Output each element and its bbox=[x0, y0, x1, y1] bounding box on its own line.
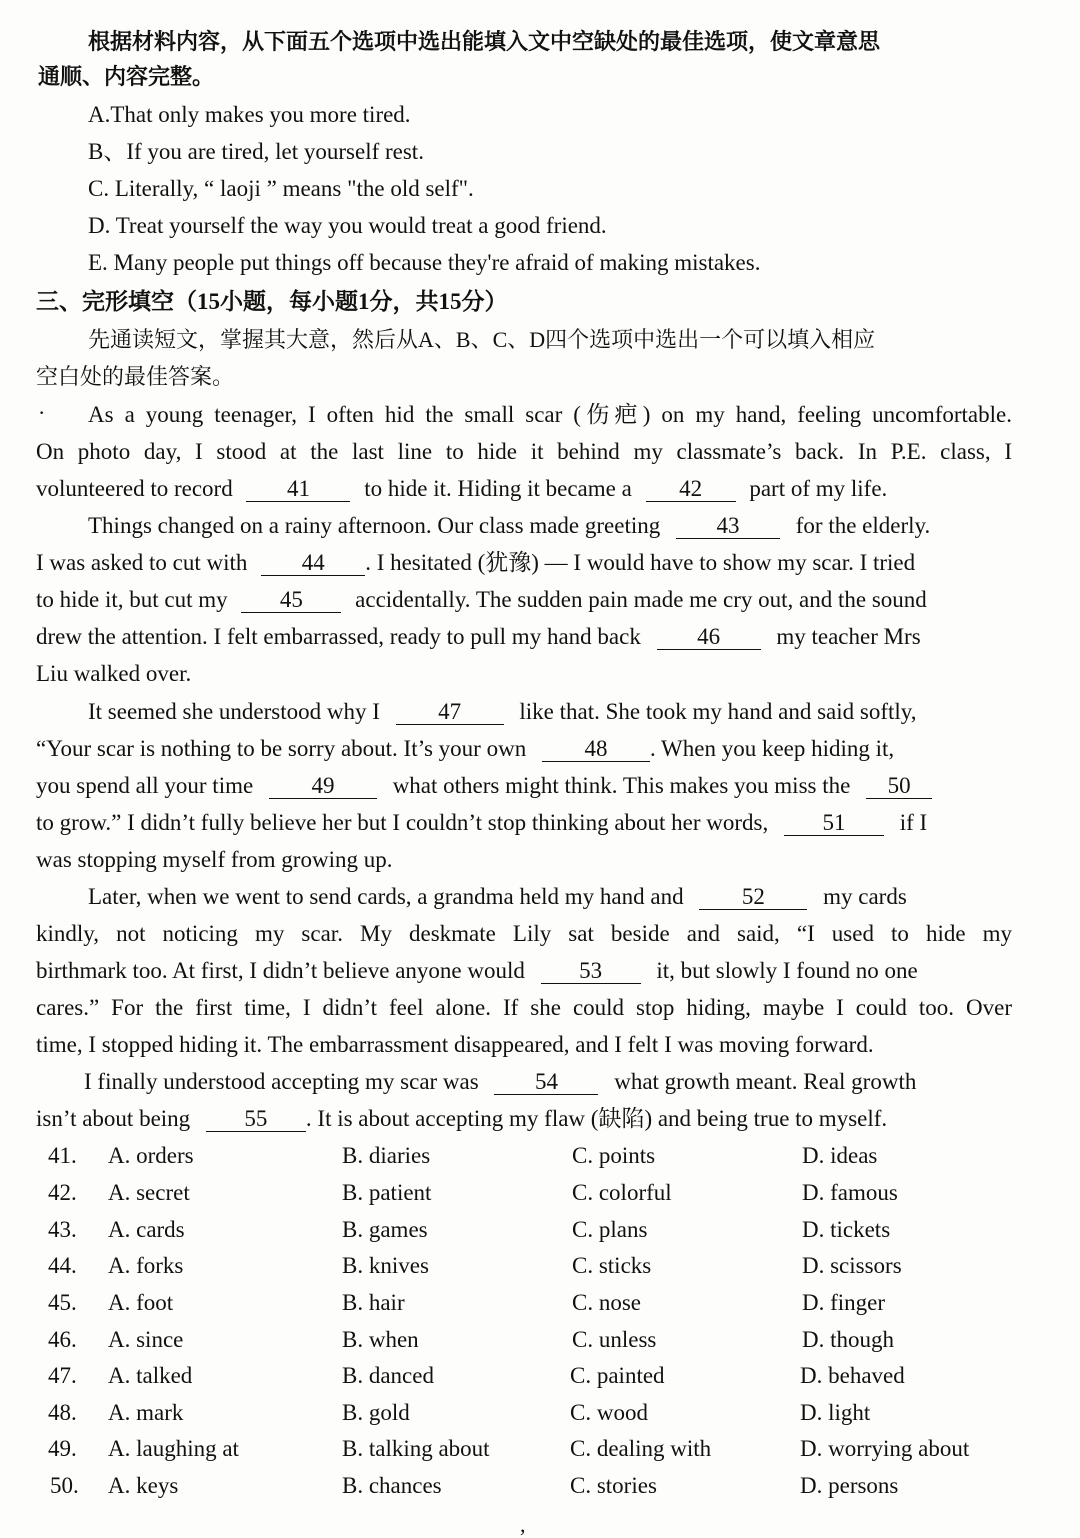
choice-a: A. keys bbox=[108, 1473, 179, 1498]
passage-line: you spend all your time 49 what others might think. This makes you miss the 50 bbox=[36, 771, 932, 801]
passage-line: birthmark too. At first, I didn’t believe anyone would 53 it, but slowly I found no one bbox=[36, 958, 918, 983]
blank-50: 50 bbox=[866, 774, 932, 799]
passage-line: kindly, not noticing my scar. My deskmate Lily sat beside and said, “I used to hide my bbox=[36, 921, 1012, 946]
passage-line: It seemed she understood why I 47 like that. She took my hand and said softly, bbox=[88, 699, 917, 724]
choice-b: B. gold bbox=[342, 1400, 410, 1425]
question-number: 44. bbox=[48, 1253, 77, 1278]
choice-d: D. scissors bbox=[802, 1253, 902, 1278]
choice-a: A. foot bbox=[108, 1290, 174, 1315]
choice-b: B. patient bbox=[342, 1180, 432, 1205]
choice-a: A. mark bbox=[108, 1400, 184, 1425]
blank-47: 47 bbox=[396, 700, 504, 725]
question-number: 50. bbox=[50, 1473, 79, 1498]
choice-d: D. tickets bbox=[802, 1217, 891, 1242]
instruction-line-2: 通顺、内容完整。 bbox=[38, 64, 215, 89]
choice-b: B. hair bbox=[342, 1290, 405, 1315]
choice-d: D. behaved bbox=[800, 1363, 905, 1388]
cloze-intro-1: 先通读短文，掌握其大意，然后从A、B、C、D四个选项中选出一个可以填入相应 bbox=[88, 327, 876, 352]
choice-a: A. cards bbox=[108, 1217, 185, 1242]
choice-a: A. forks bbox=[108, 1253, 184, 1278]
passage-line: was stopping myself from growing up. bbox=[36, 847, 393, 872]
passage-line: volunteered to record 41 to hide it. Hiding it became a 42 part of my life. bbox=[36, 476, 888, 501]
blank-45: 45 bbox=[241, 588, 341, 613]
choice-c: C. points bbox=[572, 1143, 656, 1168]
choice-d: D. famous bbox=[802, 1180, 898, 1205]
passage-line: Later, when we went to send cards, a grandma held my hand and 52 my cards bbox=[88, 884, 907, 909]
passage-line: to grow.” I didn’t fully believe her but I couldn’t stop thinking about her words, 51 if I bbox=[36, 810, 928, 835]
passage-line: Things changed on a rainy afternoon. Our class made greeting 43 for the elderly. bbox=[88, 513, 931, 538]
choice-c: C. wood bbox=[570, 1400, 648, 1425]
passage-line: On photo day, I stood at the last line to hide it behind my classmate’s back. In P.E. class, I bbox=[36, 439, 1012, 464]
choice-d: D. though bbox=[802, 1327, 894, 1352]
choice-a: A. laughing at bbox=[108, 1436, 239, 1461]
choice-a: A. orders bbox=[108, 1143, 194, 1168]
option-d: D. Treat yourself the way you would treat a good friend. bbox=[88, 213, 607, 238]
passage-line: Liu walked over. bbox=[36, 661, 192, 686]
question-number: 45. bbox=[48, 1290, 77, 1315]
choice-c: C. stories bbox=[570, 1473, 657, 1498]
question-number: 48. bbox=[48, 1400, 77, 1425]
question-number: 47. bbox=[48, 1363, 77, 1388]
question-number: 46. bbox=[48, 1327, 77, 1352]
option-a: A.That only makes you more tired. bbox=[88, 102, 411, 127]
blank-55: 55 bbox=[206, 1107, 306, 1132]
option-e: E. Many people put things off because they're afraid of making mistakes. bbox=[88, 250, 761, 275]
stray-mark: , bbox=[520, 1512, 526, 1537]
choice-c: C. painted bbox=[570, 1363, 665, 1388]
blank-51: 51 bbox=[784, 811, 884, 836]
choice-b: B. danced bbox=[342, 1363, 434, 1388]
blank-48: 48 bbox=[542, 737, 650, 762]
option-b: B、If you are tired, let yourself rest. bbox=[88, 139, 424, 164]
cloze-intro-2: 空白处的最佳答案。 bbox=[36, 364, 235, 389]
passage-line: to hide it, but cut my 45 accidentally. The sudden pain made me cry out, and the sound bbox=[36, 587, 927, 612]
choice-b: B. talking about bbox=[342, 1436, 490, 1461]
choice-d: D. light bbox=[800, 1400, 871, 1425]
passage-line: isn’t about being 55 . It is about accepting my flaw (缺陷) and being true to myself. bbox=[36, 1106, 888, 1131]
choice-b: B. when bbox=[342, 1327, 419, 1352]
blank-43: 43 bbox=[676, 514, 780, 539]
passage-line: I was asked to cut with 44 . I hesitated (犹豫) — I would have to show my scar. I tried bbox=[36, 550, 916, 575]
choice-a: A. talked bbox=[108, 1363, 193, 1388]
cloze-heading: 三、完形填空（15小题，每小题1分，共15分） bbox=[36, 289, 508, 314]
question-number: 41. bbox=[48, 1143, 77, 1168]
choice-b: B. chances bbox=[342, 1473, 442, 1498]
blank-52: 52 bbox=[699, 885, 807, 910]
choice-b: B. knives bbox=[342, 1253, 429, 1278]
choice-a: A. secret bbox=[108, 1180, 190, 1205]
choice-c: C. nose bbox=[572, 1290, 641, 1315]
instruction-line-1: 根据材料内容，从下面五个选项中选出能填入文中空缺处的最佳选项，使文章意思 bbox=[88, 29, 881, 54]
blank-49: 49 bbox=[269, 774, 377, 799]
choice-c: C. sticks bbox=[572, 1253, 652, 1278]
passage-line: time, I stopped hiding it. The embarrassment disappeared, and I felt I was moving forward. bbox=[36, 1032, 874, 1057]
passage-line: drew the attention. I felt embarrassed, ready to pull my hand back 46 my teacher Mrs bbox=[36, 624, 921, 649]
choice-c: C. unless bbox=[572, 1327, 657, 1352]
blank-46: 46 bbox=[657, 625, 761, 650]
choice-c: C. plans bbox=[572, 1217, 648, 1242]
question-number: 42. bbox=[48, 1180, 77, 1205]
passage-line: I finally understood accepting my scar was 54 what growth meant. Real growth bbox=[84, 1069, 917, 1094]
passage-line: cares.” For the first time, I didn’t feel alone. If she could stop hiding, maybe I could too. Over bbox=[36, 995, 1012, 1020]
choice-d: D. finger bbox=[802, 1290, 886, 1315]
blank-41: 41 bbox=[246, 477, 350, 502]
choice-a: A. since bbox=[108, 1327, 184, 1352]
choice-d: D. persons bbox=[800, 1473, 899, 1498]
blank-44: 44 bbox=[261, 551, 365, 576]
passage-line: “Your scar is nothing to be sorry about. It’s your own 48 . When you keep hiding it, bbox=[36, 736, 895, 761]
choice-b: B. games bbox=[342, 1217, 428, 1242]
question-number: 43. bbox=[48, 1217, 77, 1242]
stray-mark: · bbox=[38, 400, 46, 425]
choice-c: C. dealing with bbox=[570, 1436, 712, 1461]
blank-54: 54 bbox=[494, 1070, 598, 1095]
choice-d: D. ideas bbox=[802, 1143, 878, 1168]
option-c: C. Literally, “ laoji ” means "the old self". bbox=[88, 176, 474, 201]
question-number: 49. bbox=[48, 1436, 77, 1461]
choice-c: C. colorful bbox=[572, 1180, 672, 1205]
blank-42: 42 bbox=[646, 477, 736, 502]
choice-b: B. diaries bbox=[342, 1143, 431, 1168]
blank-53: 53 bbox=[541, 959, 641, 984]
choice-d: D. worrying about bbox=[800, 1436, 970, 1461]
passage-line: As a young teenager, I often hid the small scar (伤疤) on my hand, feeling uncomfortable. bbox=[88, 402, 1012, 427]
